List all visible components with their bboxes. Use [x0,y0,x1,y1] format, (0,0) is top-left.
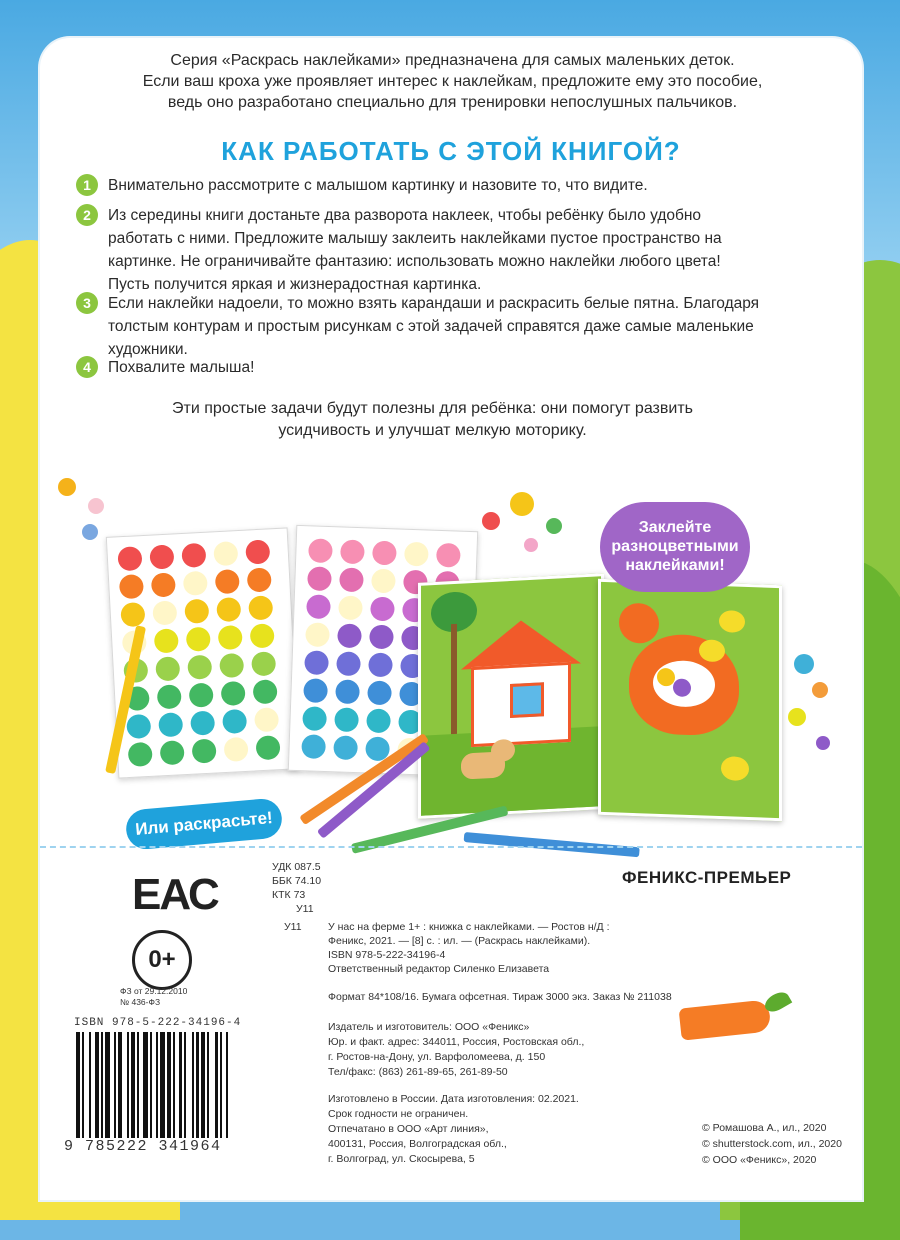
sticker-circle [219,653,244,678]
barcode-bar [207,1032,209,1138]
sticker-dot [482,512,500,530]
sticker-circle [370,597,395,622]
barcode-bar [167,1032,171,1138]
hen-head [619,603,659,644]
barcode-bar [118,1032,122,1138]
sticker-circle [301,734,326,759]
barcode-bar [196,1032,200,1138]
sticker-dot [88,498,104,514]
step-line: Пусть получится яркая и жизнерадостная картинка. [108,276,482,293]
sticker-circle [372,541,397,566]
summary-line: Эти простые задачи будут полезны для ребёнка: они помогут развить [172,400,693,417]
publisher-line: Издатель и изготовитель: ООО «Феникс» [328,1021,530,1033]
page-hen [598,579,782,821]
sticker-dot [788,708,806,726]
sticker-circle [253,679,278,704]
dashed-divider [40,846,862,848]
eac-mark: ЕАС [132,870,218,919]
sticker-circle [160,740,185,765]
barcode-bar [143,1032,149,1138]
carrot-illustration [679,999,772,1040]
age-rating: 0+ [132,930,192,990]
sticker-circle [247,567,272,592]
sticker-circle [183,571,208,596]
sticker-circle [303,678,328,703]
sticker-circle [187,655,212,680]
sticker-circle [190,711,215,736]
sticker-circle [305,622,330,647]
sticker-dot [673,678,691,697]
sticker-circle [189,683,214,708]
step-line: Из середины книги достаньте два разворота наклеек, чтобы ребёнку было удобно [108,207,702,224]
intro-line: Серия «Раскрась наклейками» предназначена для самых маленьких деток. [170,52,735,69]
sticker-circle [335,679,360,704]
barcode-bar [192,1032,194,1138]
publisher-logo: ФЕНИКС-ПРЕМЬЕР [622,868,792,887]
made-line: 400131, Россия, Волгоградская обл., [328,1138,507,1150]
barcode-bar [179,1032,183,1138]
summary-line: усидчивость и улучшат мелкую моторику. [278,422,587,439]
sticker-circle [337,623,362,648]
sticker-circle [307,566,332,591]
sticker-circle [154,628,179,653]
house-wall [471,662,571,747]
chick [699,639,725,662]
publisher-info [328,1020,584,1080]
print-format: Формат 84*108/16. Бумага офсетная. Тираж 3000 экз. Заказ № 211038 [328,991,672,1003]
sticker-circle [186,627,211,652]
barcode-bar [184,1032,186,1138]
sticker-circle [126,714,151,739]
sticker-circle [308,538,333,563]
sticker-circle [371,569,396,594]
biblio-line: Феникс, 2021. — [8] с. : ил. — (Раскрась наклейками). [328,935,591,947]
sticker-circle [366,708,391,733]
barcode-bar [137,1032,139,1138]
intro-line: ведь оно разработано специально для тренировки непослушных пальчиков. [167,94,738,111]
class-codes [272,860,321,916]
page-house [418,573,604,819]
barcode-bar [150,1032,152,1138]
barcode-bar [101,1032,103,1138]
sticker-circle [245,539,270,564]
copyright-block [702,1120,842,1168]
sticker-circle [250,623,275,648]
sticker-dot [546,518,562,534]
bubble-line: наклейками! [625,557,725,574]
sticker-circle [338,595,363,620]
sticker-circle [436,543,461,568]
step-line: художники. [108,341,188,358]
sticker-dot [510,492,534,516]
intro-text [100,50,805,113]
step-4 [76,356,816,379]
publisher-line: Юр. и факт. адрес: 344011, Россия, Ростовская обл., [328,1036,585,1048]
barcode-bar [173,1032,175,1138]
sticker-circle [213,541,238,566]
bibliographic-record [328,920,610,976]
copyright-line: © ООО «Феникс», 2020 [702,1154,817,1166]
sticker-circle [181,543,206,568]
step-number: 4 [76,356,98,378]
sticker-circle [306,594,331,619]
fz-note [120,986,187,1008]
barcode-bar [76,1032,80,1138]
made-line: Изготовлено в России. Дата изготовления: 02.2021. [328,1093,579,1105]
step-line: толстым контурам и простым рисункам с этой задачей справятся даже самые маленькие [108,318,754,335]
sticker-circle [184,599,209,624]
copyright-line: © Ромашова А., ил., 2020 [702,1122,827,1134]
step-line: Если наклейки надоели, то можно взять карандаши и раскрасить белые пятна. Благодаря [108,295,760,312]
sticker-circle [120,602,145,627]
step-number: 2 [76,204,98,226]
code-line: УДК 087.5 [272,861,321,873]
step-line: картинке. Не ограничивайте фантазию: использовать можно наклейки любого цвета! [108,253,721,270]
back-cover-card [40,38,862,1200]
intro-line: Если ваш кроха уже проявляет интерес к наклейкам, предложите ему это пособие, [142,73,763,90]
step-2 [76,204,816,296]
barcode-bar [82,1032,84,1138]
sticker-circle [333,735,358,760]
biblio-code: У11 [284,921,302,933]
sticker-circle [222,709,247,734]
sticker-dot [812,682,828,698]
bubble-line: разноцветными [611,538,739,555]
biblio-line: ISBN 978-5-222-34196-4 [328,949,446,961]
sticker-circle [404,542,429,567]
sticker-circle [340,539,365,564]
sticker-circle [255,735,280,760]
barcode-bar [89,1032,91,1138]
chick [719,610,745,633]
book-illustration [40,478,862,858]
sticker-circle [221,681,246,706]
sticker-circle [119,574,144,599]
bubble-line: Заклейте [638,519,712,536]
summary-text [80,398,785,442]
fz-line: ФЗ от 29.12.2010 [120,986,188,996]
sticker-circle [254,707,279,732]
sticker-circle [218,625,243,650]
sticker-circle [152,600,177,625]
sticker-circle [216,597,241,622]
isbn-label: ISBN 978-5-222-34196-4 [74,1017,242,1029]
sticker-circle [192,738,217,763]
house-window [510,682,544,718]
sticker-dot [82,524,98,540]
step-number: 1 [76,174,98,196]
sticker-circle [334,707,359,732]
barcode-bar [220,1032,222,1138]
step-line: Внимательно рассмотрите с малышом картинку и назовите то, что видите. [108,177,648,194]
fz-line: № 436-ФЗ [120,997,161,1007]
code-line: У11 [296,903,314,915]
barcode-bar [226,1032,228,1138]
sticker-circle [251,651,276,676]
barcode-number: 9 785222 341964 [64,1138,222,1155]
barcode-bar [114,1032,116,1138]
biblio-line: У нас на ферме 1+ : книжка с наклейками. — Ростов н/Д : [328,921,610,933]
sticker-dot [657,668,675,687]
sticker-circle [248,595,273,620]
sticker-dot [794,654,814,674]
sticker-circle [158,712,183,737]
step-line: работать с ними. Предложите малышу заклеить наклейками пустое пространство на [108,230,722,247]
sticker-dot [816,736,830,750]
pencil-blue [464,832,640,857]
sticker-circle [369,625,394,650]
publisher-line: Тел/факс: (863) 261-89-65, 261-89-50 [328,1066,508,1078]
barcode [76,1032,270,1138]
made-line: Срок годности не ограничен. [328,1108,469,1120]
barcode-bar [215,1032,219,1138]
barcode-bar [127,1032,129,1138]
speech-bubble-stickers [600,502,750,592]
step-line: Похвалите малыша! [108,359,255,376]
publisher-line: г. Ростов-на-Дону, ул. Варфоломеева, д. 150 [328,1051,546,1063]
sticker-circle [336,651,361,676]
section-heading: КАК РАБОТАТЬ С ЭТОЙ КНИГОЙ? [221,136,681,166]
sticker-circle [367,680,392,705]
sticker-circle [128,742,153,767]
barcode-bar [131,1032,135,1138]
tree-trunk [451,624,457,734]
sticker-circle [149,544,174,569]
sticker-circle [339,567,364,592]
code-line: ББК 74.10 [272,875,322,887]
made-line: Отпечатано в ООО «Арт линия», [328,1123,489,1135]
barcode-bar [156,1032,158,1138]
sticker-dot [58,478,76,496]
barcode-bar [95,1032,99,1138]
sticker-circle [304,650,329,675]
barcode-bar [160,1032,166,1138]
chick [721,756,749,781]
sticker-circle [155,656,180,681]
sticker-circle [215,569,240,594]
step-3 [76,292,816,361]
code-line: КТК 73 [272,889,306,901]
copyright-line: © shutterstock.com, ил., 2020 [702,1138,842,1150]
biblio-line: Ответственный редактор Силенко Елизавета [328,963,550,975]
production-info [328,1092,579,1167]
barcode-bar [105,1032,111,1138]
step-1 [76,174,816,197]
speech-bubble-color: Или раскрасьте! [125,797,284,850]
sticker-circle [223,737,248,762]
sticker-circle [368,653,393,678]
sticker-circle [157,684,182,709]
made-line: г. Волгоград, ул. Скосырева, 5 [328,1153,475,1165]
barcode-bar [201,1032,205,1138]
sticker-circle [151,572,176,597]
sticker-circle [117,546,142,571]
sticker-dot [524,538,538,552]
sticker-circle [302,706,327,731]
step-number: 3 [76,292,98,314]
